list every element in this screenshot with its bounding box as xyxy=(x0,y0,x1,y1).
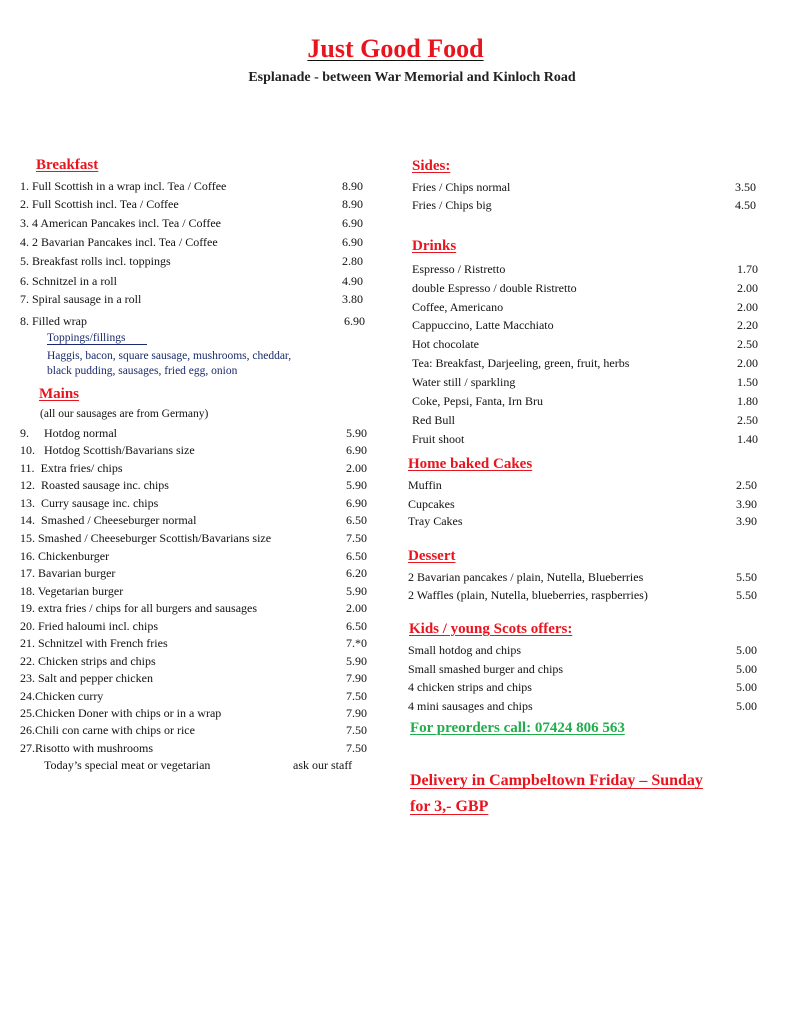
menu-item-price: 6.50 xyxy=(346,513,367,527)
menu-item-price: 5.50 xyxy=(736,588,757,602)
menu-item-price: 1.70 xyxy=(737,262,758,276)
menu-item: Small hotdog and chips xyxy=(408,643,521,657)
menu-item: 2 Waffles (plain, Nutella, blueberries, raspberries) xyxy=(408,588,648,602)
menu-item: 11. Extra fries/ chips xyxy=(20,461,123,475)
menu-item-price: 8.90 xyxy=(342,179,363,193)
menu-item-price: 6.20 xyxy=(346,566,367,580)
todays-special-price: ask our staff xyxy=(293,758,353,772)
menu-item: 16. Chickenburger xyxy=(20,549,110,563)
menu-item: 25.Chicken Doner with chips or in a wrap xyxy=(20,706,222,720)
menu-item-price: 8.90 xyxy=(342,197,363,211)
menu-item-price: 3.50 xyxy=(735,180,756,194)
menu-item-price: 3.90 xyxy=(736,497,757,511)
menu-item: 14. Smashed / Cheeseburger normal xyxy=(20,513,197,527)
menu-item-price: 5.90 xyxy=(346,584,367,598)
menu-item-price: 7.50 xyxy=(346,741,367,755)
menu-item: 9. Hotdog normal xyxy=(20,426,117,440)
location-subtitle: Esplanade - between War Memorial and Kinloch Road xyxy=(248,70,576,85)
menu-item: 13. Curry sausage inc. chips xyxy=(20,496,159,510)
menu-item: 17. Bavarian burger xyxy=(20,566,116,580)
menu-item-price: 6.90 xyxy=(342,216,363,230)
menu-item: 27.Risotto with mushrooms xyxy=(20,741,154,755)
menu-item: 1. Full Scottish in a wrap incl. Tea / Coffee xyxy=(20,179,227,193)
menu-item-price: 5.50 xyxy=(736,570,757,584)
menu-item: 15. Smashed / Cheeseburger Scottish/Bavarians size xyxy=(20,531,272,545)
menu-item: Fries / Chips big xyxy=(412,198,492,212)
breakfast-heading: Breakfast xyxy=(36,157,99,173)
menu-item-price: 5.00 xyxy=(736,643,757,657)
menu-item-price: 2.00 xyxy=(346,601,367,615)
menu-item-price: 5.90 xyxy=(346,426,367,440)
menu-item: 7. Spiral sausage in a roll xyxy=(20,292,142,306)
menu-item: 2 Bavarian pancakes / plain, Nutella, Blueberries xyxy=(408,570,644,584)
menu-item: 12. Roasted sausage inc. chips xyxy=(20,478,169,492)
menu-item-price: 2.00 xyxy=(737,300,758,314)
menu-item-price: 2.80 xyxy=(342,254,363,268)
menu-item: Tea: Breakfast, Darjeeling, green, fruit, herbs xyxy=(412,356,630,370)
drinks-heading: Drinks xyxy=(412,238,457,254)
menu-item-price: 2.20 xyxy=(737,318,758,332)
menu-item-price: 7.90 xyxy=(346,671,367,685)
menu-item: Small smashed burger and chips xyxy=(408,662,564,676)
menu-item: 8. Filled wrap xyxy=(20,314,87,328)
menu-item: 5. Breakfast rolls incl. toppings xyxy=(20,254,171,268)
delivery-price: for 3,- GBP xyxy=(410,798,489,815)
menu-item: Espresso / Ristretto xyxy=(412,262,506,276)
menu-item-price: 7.50 xyxy=(346,531,367,545)
menu-item: 2. Full Scottish incl. Tea / Coffee xyxy=(20,197,179,211)
menu-item-price: 4.90 xyxy=(342,274,363,288)
menu-item: Coffee, Americano xyxy=(412,300,504,314)
kids-heading: Kids / young Scots offers: xyxy=(409,621,573,637)
menu-item-price: 2.50 xyxy=(737,413,758,427)
menu-item: 10. Hotdog Scottish/Bavarians size xyxy=(20,443,195,457)
toppings-title: Toppings/fillings xyxy=(47,332,147,344)
sides-heading: Sides: xyxy=(412,158,451,174)
menu-item: Cupcakes xyxy=(408,497,455,511)
todays-special: Today’s special meat or vegetarian xyxy=(44,758,211,772)
menu-item: 23. Salt and pepper chicken xyxy=(20,671,153,685)
menu-item: Hot chocolate xyxy=(412,337,479,351)
menu-item-price: 6.90 xyxy=(346,496,367,510)
menu-title: Just Good Food xyxy=(307,34,484,63)
menu-item-price: 2.00 xyxy=(737,281,758,295)
menu-item: 19. extra fries / chips for all burgers and sausages xyxy=(20,601,258,615)
menu-item-price: 6.90 xyxy=(344,314,365,328)
menu-item: 22. Chicken strips and chips xyxy=(20,654,156,668)
menu-item: 26.Chili con carne with chips or rice xyxy=(20,723,195,737)
menu-item: Muffin xyxy=(408,478,442,492)
menu-item: Red Bull xyxy=(412,413,456,427)
menu-item: 4 chicken strips and chips xyxy=(408,680,532,694)
menu-item-price: 7.50 xyxy=(346,723,367,737)
menu-item: Fruit shoot xyxy=(412,432,465,446)
menu-item: 4 mini sausages and chips xyxy=(408,699,533,713)
menu-item-price: 2.00 xyxy=(346,461,367,475)
menu-item-price: 7.*0 xyxy=(346,636,367,650)
dessert-heading: Dessert xyxy=(408,548,456,564)
menu-item: 21. Schnitzel with French fries xyxy=(20,636,168,650)
menu-item-price: 6.50 xyxy=(346,619,367,633)
delivery-line: Delivery in Campbeltown Friday – Sunday xyxy=(410,772,703,789)
menu-item: 3. 4 American Pancakes incl. Tea / Coffee xyxy=(20,216,221,230)
menu-item-price: 7.50 xyxy=(346,689,367,703)
menu-item-price: 7.90 xyxy=(346,706,367,720)
menu-item-price: 5.00 xyxy=(736,662,757,676)
menu-item: Fries / Chips normal xyxy=(412,180,511,194)
menu-item: 6. Schnitzel in a roll xyxy=(20,274,117,288)
toppings-list-line: Haggis, bacon, square sausage, mushrooms, cheddar, xyxy=(47,350,292,362)
menu-item: Water still / sparkling xyxy=(412,375,516,389)
menu-item-price: 3.90 xyxy=(736,514,757,528)
menu-item-price: 5.00 xyxy=(736,699,757,713)
menu-item: 18. Vegetarian burger xyxy=(20,584,124,598)
menu-item-price: 5.90 xyxy=(346,478,367,492)
menu-item-price: 4.50 xyxy=(735,198,756,212)
menu-item-price: 1.50 xyxy=(737,375,758,389)
menu-item: Coke, Pepsi, Fanta, Irn Bru xyxy=(412,394,543,408)
menu-item-price: 3.80 xyxy=(342,292,363,306)
menu-item: Cappuccino, Latte Macchiato xyxy=(412,318,554,332)
menu-item: Tray Cakes xyxy=(408,514,463,528)
toppings-list-line: black pudding, sausages, fried egg, onion xyxy=(47,365,238,377)
preorder-phone: For preorders call: 07424 806 563 xyxy=(410,720,625,736)
mains-note: (all our sausages are from Germany) xyxy=(40,408,209,420)
menu-item: 4. 2 Bavarian Pancakes incl. Tea / Coffee xyxy=(20,235,218,249)
menu-item-price: 6.90 xyxy=(346,443,367,457)
mains-heading: Mains xyxy=(39,386,80,402)
menu-item-price: 5.00 xyxy=(736,680,757,694)
menu-item-price: 1.80 xyxy=(737,394,758,408)
menu-item-price: 6.90 xyxy=(342,235,363,249)
menu-item: 24.Chicken curry xyxy=(20,689,104,703)
menu-item-price: 6.50 xyxy=(346,549,367,563)
cakes-heading: Home baked Cakes xyxy=(408,456,533,472)
menu-item-price: 1.40 xyxy=(737,432,758,446)
menu-item-price: 2.00 xyxy=(737,356,758,370)
menu-item-price: 5.90 xyxy=(346,654,367,668)
menu-item-price: 2.50 xyxy=(736,478,757,492)
menu-item-price: 2.50 xyxy=(737,337,758,351)
menu-item: 20. Fried haloumi incl. chips xyxy=(20,619,158,633)
menu-item: double Espresso / double Ristretto xyxy=(412,281,577,295)
